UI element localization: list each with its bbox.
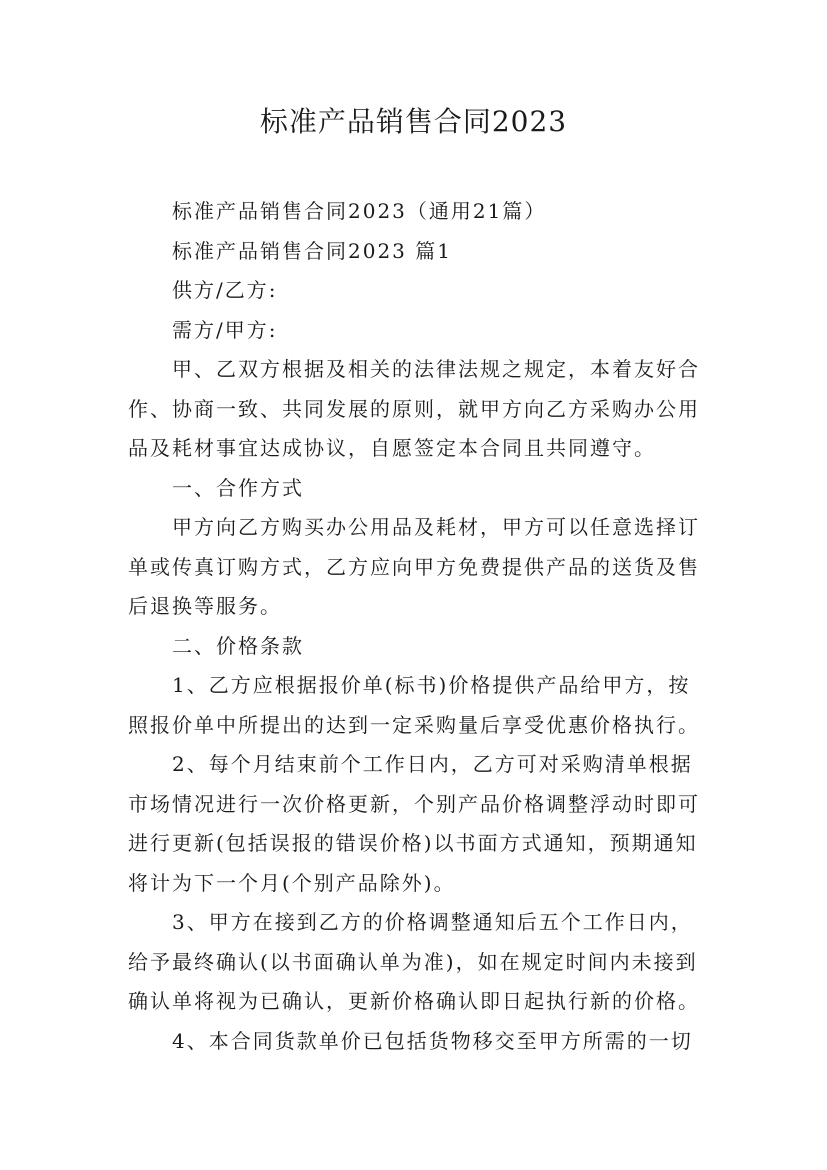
body-line: 4、本合同货款单价已包括货物移交至甲方所需的一切 xyxy=(172,1028,693,1053)
body-line: 后退换等服务。 xyxy=(128,594,282,618)
body-line: 作、协商一致、共同发展的原则，就甲方向乙方采购办公用 xyxy=(128,396,700,421)
body-line: 1、乙方应根据报价单(标书)价格提供产品给甲方，按 xyxy=(172,673,691,697)
section-heading: 一、合作方式 xyxy=(172,475,304,500)
body-line: 标准产品销售合同2023 篇1 xyxy=(172,238,452,263)
body-line: 照报价单中所提出的达到一定采购量后享受优惠价格执行。 xyxy=(128,712,700,737)
body-line: 甲方向乙方购买办公用品及耗材，甲方可以任意选择订 xyxy=(172,515,700,539)
section-heading: 二、价格条款 xyxy=(172,633,304,658)
body-line: 3、甲方在接到乙方的价格调整通知后五个工作日内， xyxy=(172,910,693,934)
body-line: 将计为下一个月(个别产品除外)。 xyxy=(128,870,456,895)
body-line: 标准产品销售合同2023（通用21篇） xyxy=(172,199,547,223)
body-line: 进行更新(包括误报的错误价格)以书面方式通知，预期通知 xyxy=(128,831,698,855)
document-body xyxy=(128,192,708,1061)
body-line: 单或传真订购方式，乙方应向甲方免费提供产品的送货及售 xyxy=(128,554,700,579)
body-line: 确认单将视为已确认，更新价格确认即日起执行新的价格。 xyxy=(128,989,700,1013)
body-line: 需方/甲方: xyxy=(172,317,278,342)
document-title: 标准产品销售合同2023 xyxy=(259,105,568,138)
body-line: 品及耗材事宜达成协议，自愿签定本合同且共同遵守。 xyxy=(128,436,656,460)
body-line: 甲、乙双方根据及相关的法律法规之规定，本着友好合 xyxy=(172,357,700,381)
body-line: 给予最终确认(以书面确认单为准)，如在规定时间内未接到 xyxy=(128,949,698,974)
body-line: 供方/乙方: xyxy=(172,278,278,302)
body-line: 2、每个月结束前个工作日内，乙方可对采购清单根据 xyxy=(172,752,693,776)
body-line: 市场情况进行一次价格更新，个别产品价格调整浮动时即可 xyxy=(128,791,700,816)
